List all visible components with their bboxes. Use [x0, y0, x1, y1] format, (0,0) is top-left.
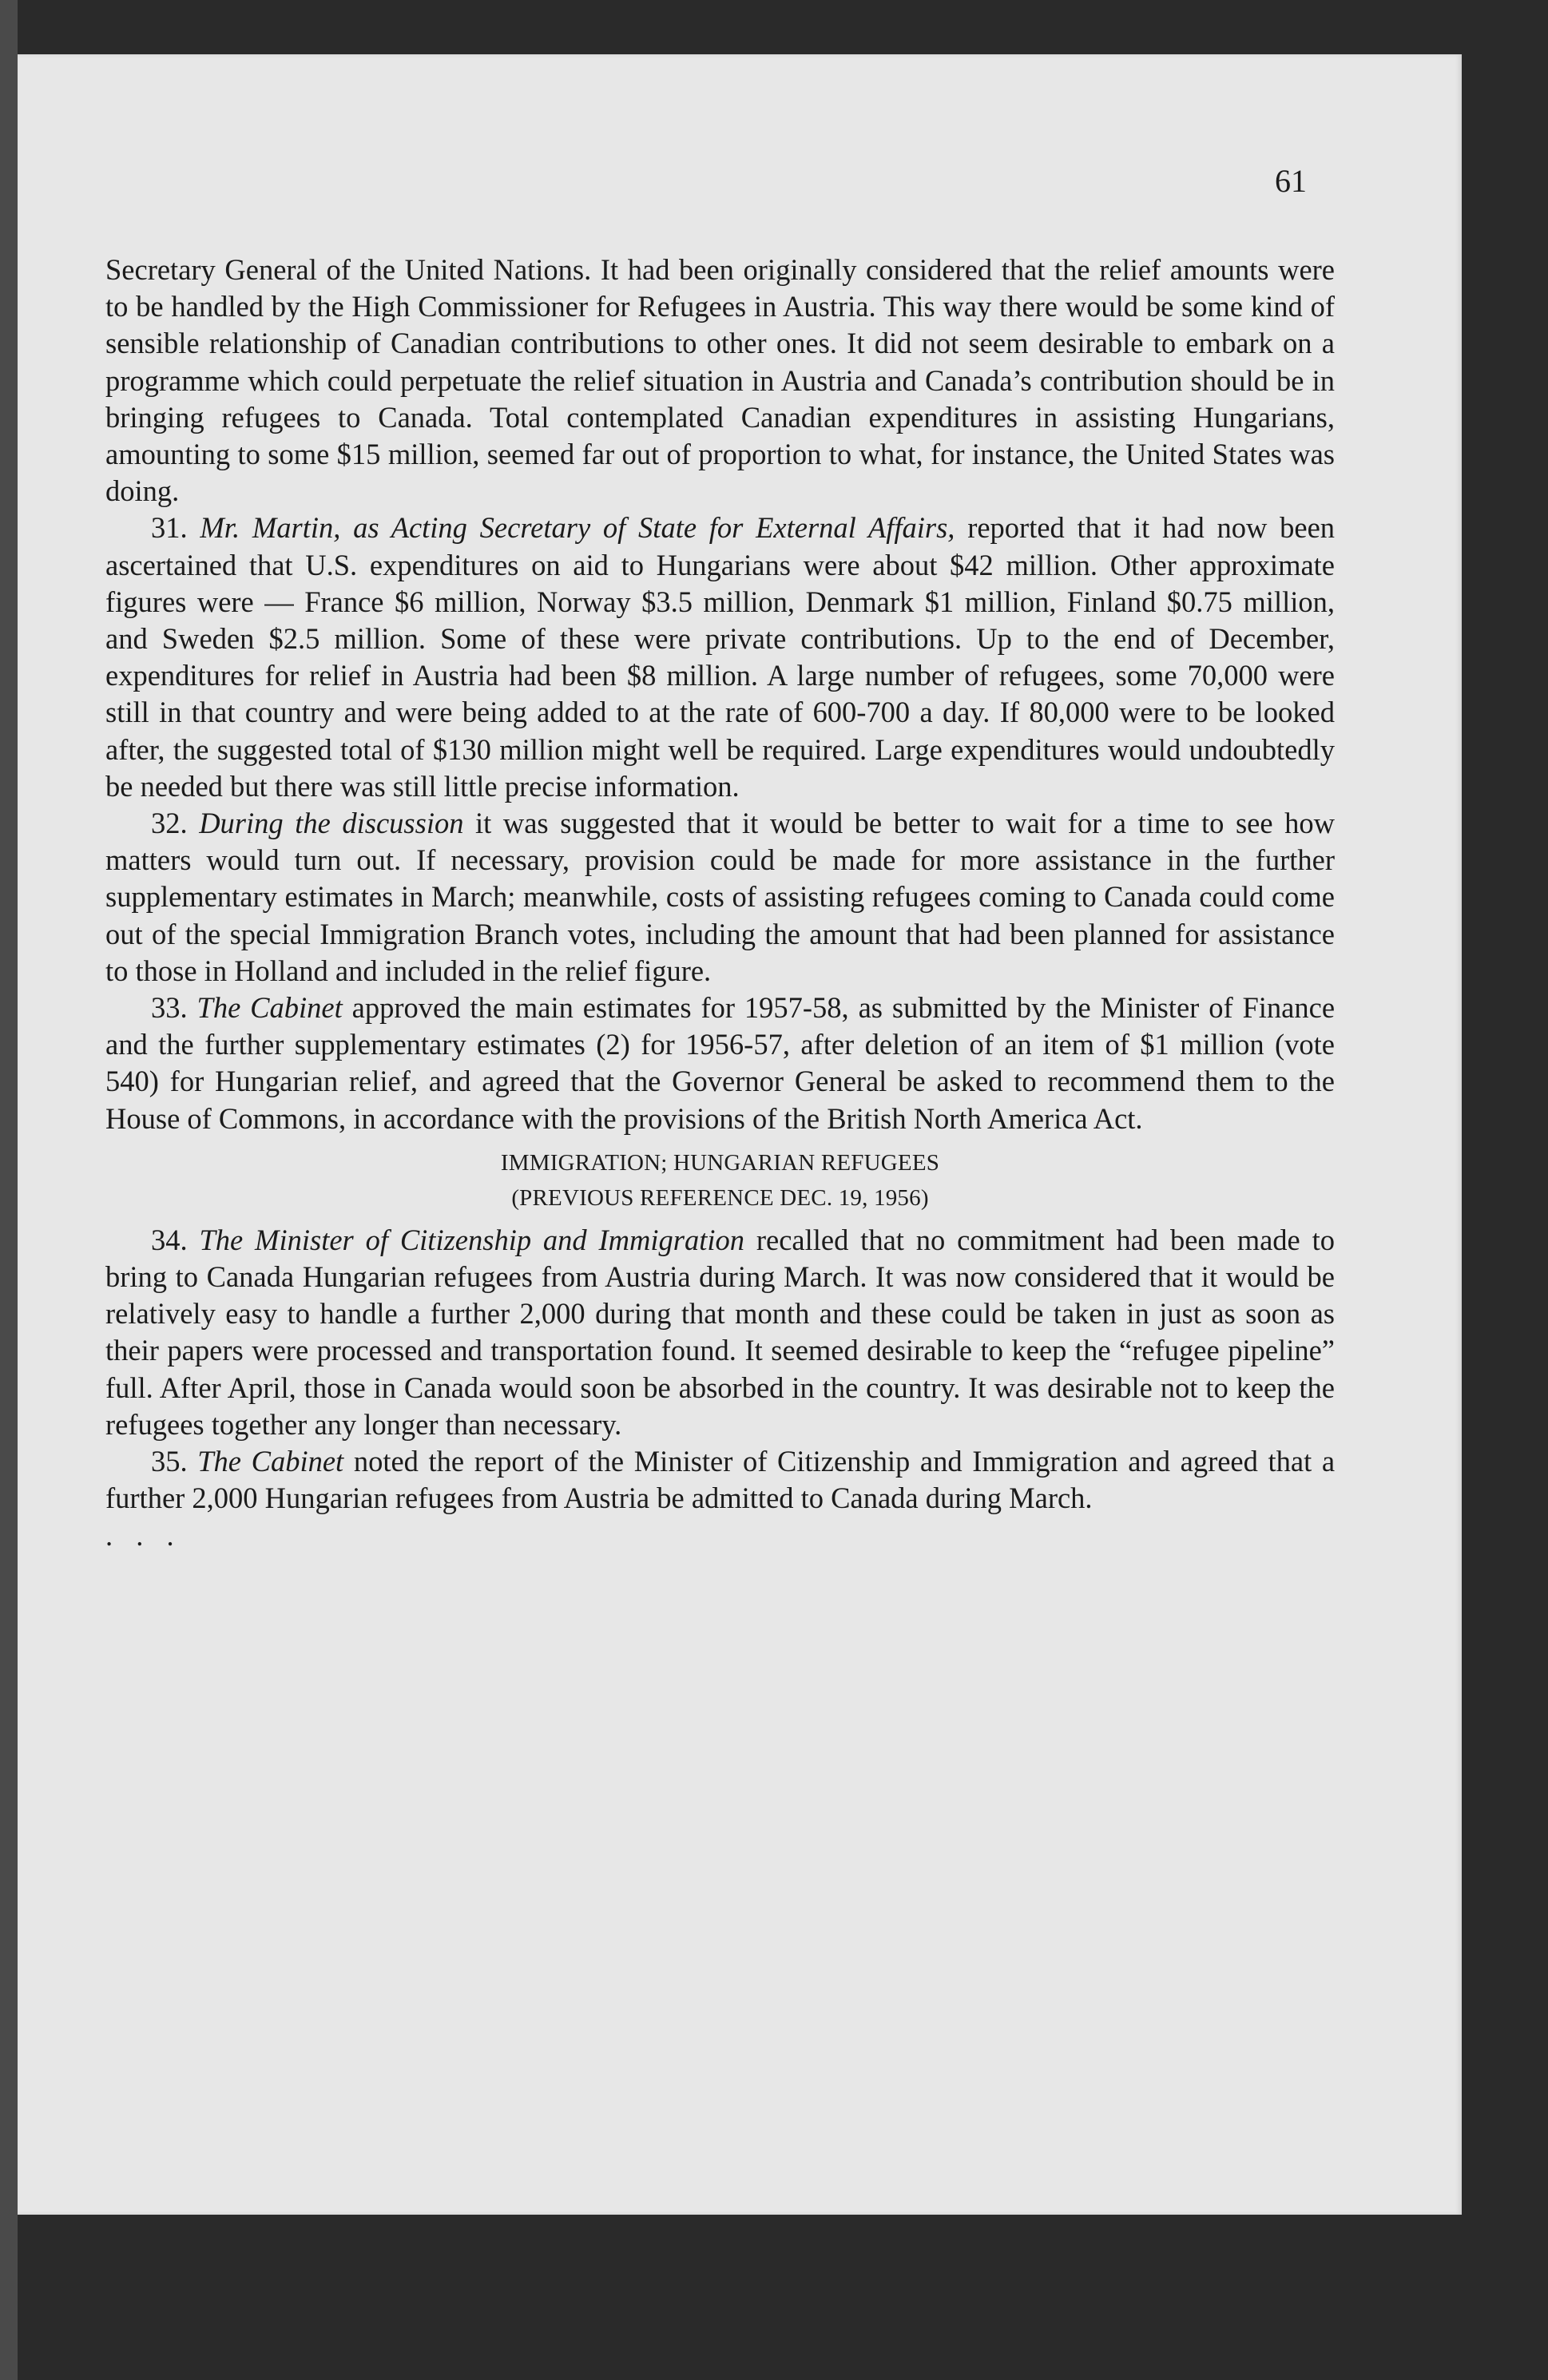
binding-edge: [0, 0, 18, 2380]
paragraph-33: [105, 990, 1335, 1137]
paragraph-31: [105, 510, 1335, 805]
omission-ellipsis: . . .: [105, 1518, 182, 1552]
paragraph-number: 35.: [151, 1445, 188, 1478]
paragraph-35: [105, 1443, 1335, 1517]
paragraph-actor: The Minister of Citizenship and Immigration: [199, 1223, 745, 1256]
paragraph-actor: During the discussion: [199, 807, 464, 840]
continuation-paragraph: Secretary General of the United Nations. It had been originally considered that the relief amounts were to be handled by the High Commissioner for Refugees in Austria. This way there would be some kind of sensible relationship of Canadian contributions to other ones. It did not seem desirable to embark on a programme which could perpetuate the relief situation in Austria and Canada’s contribution should be in bringing refugees to Canada. Total contemplated Canadian expenditures in assisting Hungarians, amounting to some $15 million, seemed far out of proportion to what, for instance, the United States was doing.: [105, 253, 1335, 508]
paragraph-actor: The Cabinet: [196, 991, 343, 1025]
paragraph-text: noted the report of the Minister of Citizenship and Immigration and agreed that a further 2,000 Hungarian refugees from Austria be admitted to Canada during March.: [105, 1445, 1336, 1515]
paragraph-actor: The Cabinet: [197, 1445, 344, 1478]
section-heading-reference: (PREVIOUS REFERENCE DEC. 19, 1956): [511, 1184, 929, 1211]
paragraph-number: 33.: [151, 991, 188, 1025]
page-number: 61: [1275, 163, 1307, 199]
paragraph-number: 31.: [151, 511, 188, 545]
paragraph-32: [105, 805, 1335, 990]
paragraph-number: 32.: [151, 807, 188, 840]
page-body: [105, 252, 1335, 1554]
section-heading-title: IMMIGRATION; HUNGARIAN REFUGEES: [500, 1149, 940, 1176]
paragraph-text: reported that it had now been ascertained that U.S. expenditures on aid to Hungarians were about $42 million. Other approximate figures were — France $6 million, Norway $3.5 million, Denmark $1 million, Finland $0.75 million, and Sweden $2.5 million. Some of these were private contributions. Up to the end of December, expenditures for relief in Austria had been $8 million. A large number of refugees, some 70,000 were still in that country and were being added to at the rate of 600-700 a day. If 80,000 were to be looked after, the suggested total of $130 million might well be required. Large expenditures would undoubtedly be needed but there was still little precise information.: [105, 511, 1336, 803]
paragraph-34: [105, 1222, 1335, 1443]
paragraph-text: approved the main estimates for 1957-58, as submitted by the Minister of Finance and the further supplementary estimates (2) for 1956-57, after deletion of an item of $1 million (vote 540) for Hungarian relief, and agreed that the Governor General be asked to recommend them to the House of Commons, in accordance with the provisions of the British North America Act.: [105, 991, 1336, 1135]
paragraph-actor: Mr. Martin, as Acting Secretary of State for External Affairs,: [200, 511, 955, 545]
paragraph-number: 34.: [151, 1223, 188, 1256]
paragraph-text: recalled that no commitment had been made to bring to Canada Hungarian refugees from Austria during March. It was now considered that it would be relatively easy to handle a further 2,000 during that month and these could be taken in just as soon as their papers were processed and transportation found. It seemed desirable to keep the “refugee pipeline” full. After April, those in Canada would soon be absorbed in the country. It was desirable not to keep the refugees together any longer than necessary.: [105, 1223, 1335, 1441]
paragraph-text: it was suggested that it would be better to wait for a time to see how matters would turn out. If necessary, provision could be made for more assistance in the further supplementary estimates in March; meanwhile, costs of assisting refugees coming to Canada could come out of the special Immigration Branch votes, including the amount that had been planned for assistance to those in Holland and included in the relief figure.: [105, 807, 1335, 987]
section-heading: [105, 1145, 1335, 1216]
